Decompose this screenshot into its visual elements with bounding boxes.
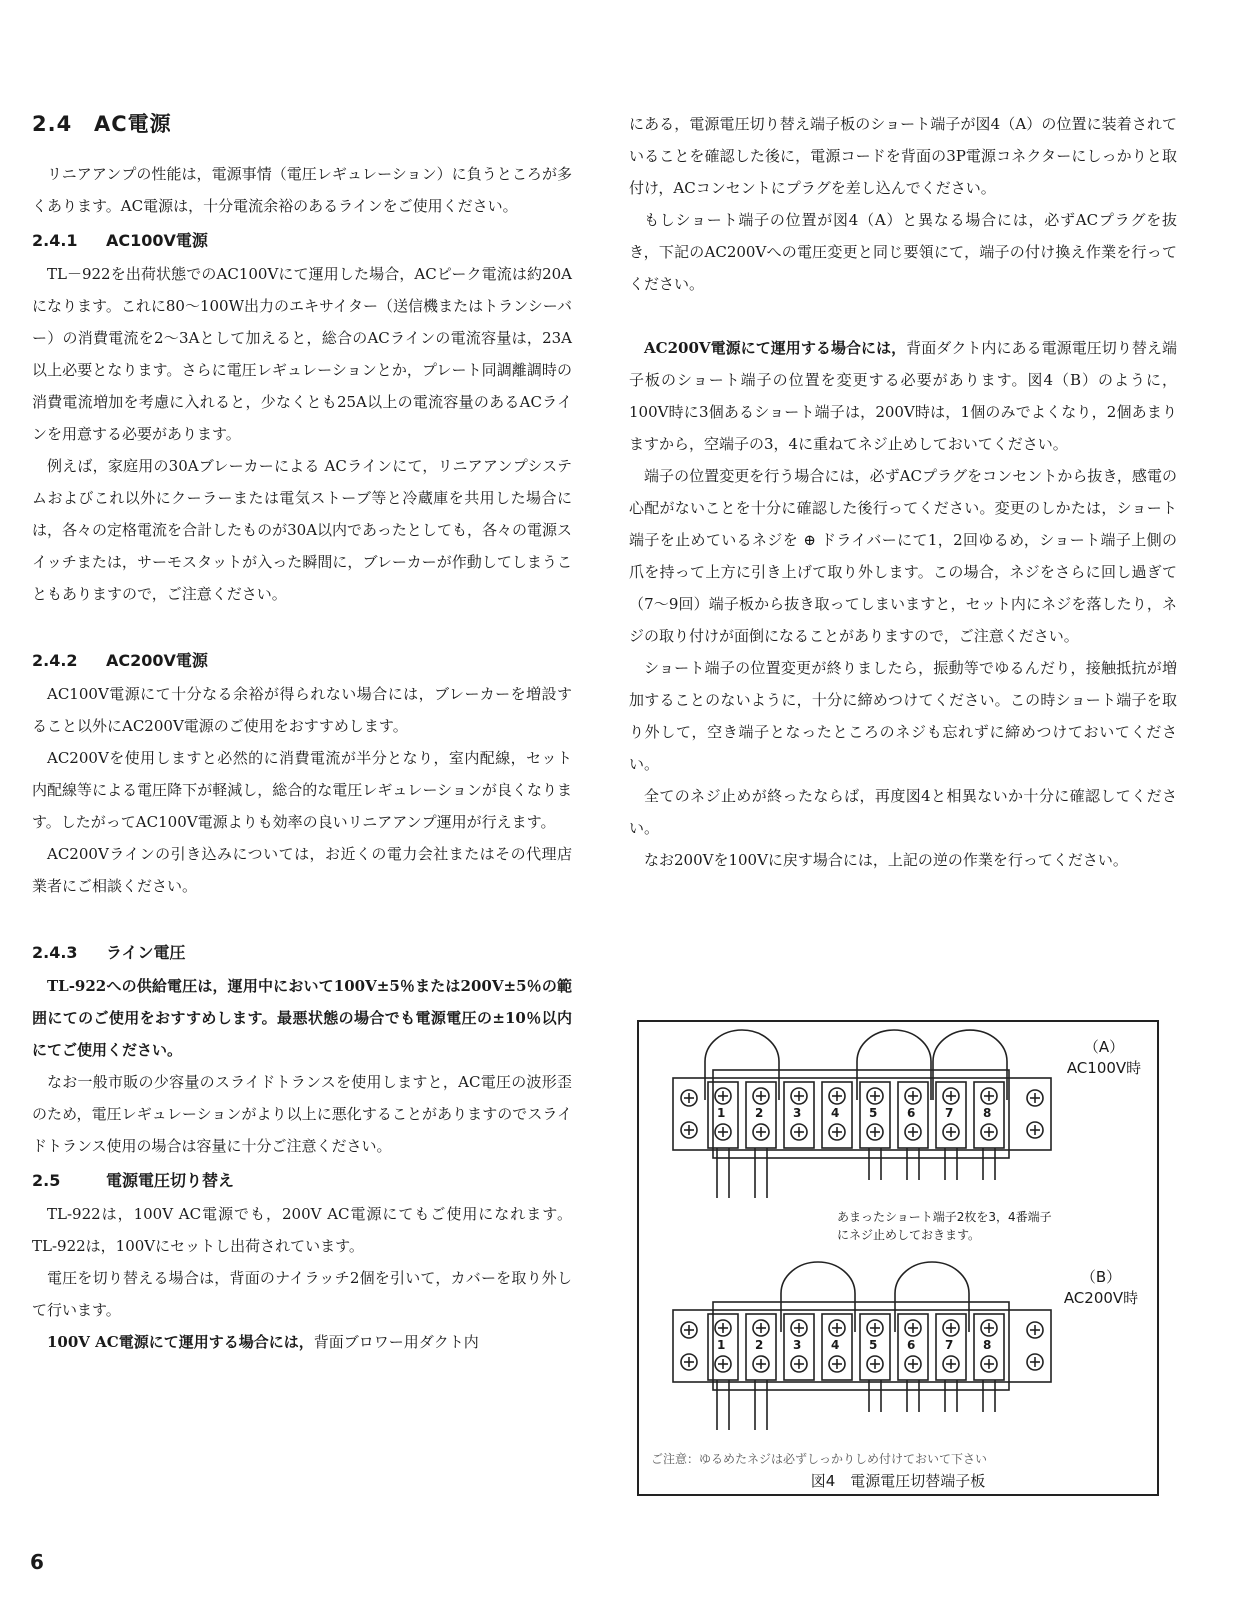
left-column (32, 108, 572, 1358)
figure-caution: ご注意：ゆるめたネジは必ずしっかりしめ付けておいて下さい (651, 1452, 988, 1466)
terminal-number: 6 (907, 1106, 916, 1120)
terminal-number: 8 (983, 1338, 992, 1352)
terminal-board-b (673, 1262, 1051, 1430)
terminal-number: 8 (983, 1106, 992, 1120)
terminal-number: 7 (945, 1338, 954, 1352)
terminal-number: 6 (907, 1338, 916, 1352)
paragraph: TL－922を出荷状態でのAC100Vにて運用した場合，ACピーク電流は約20Aになります。これに80～100W出力のエキサイター（送信機またはトランシーバー）の消費電流を2～3Aとして加えると，総合のACラインの電流容量は，23A以上必要となります。さらに電圧レギュレーションとか，プレート同調離調時の消費電流増加を考慮に入れると，少なくとも25A以上の電流容量のあるACラインを用意する必要があります。 (32, 265, 572, 443)
paragraph: リニアアンプの性能は，電源事情（電圧レギュレーション）に負うところが多くあります。AC電源は，十分電流余裕のあるラインをご使用ください。 (32, 165, 572, 215)
paragraph: TL-922は，100V AC電源でも，200V AC電源にてもご使用になれます。TL-922は，100Vにセットし出荷されています。 (32, 1205, 572, 1255)
right-column (629, 108, 1177, 876)
paragraph: AC200V電源にて運用する場合には，背面ダクト内にある電源電圧切り替え端子板のショート端子の位置を変更する必要があります。図4（B）のように，100V時に3個あるショート端子は，200V時は，1個のみでよくなり，2個あまりますから，空端子の3，4に重ねてネジ止めしておいてください。 (629, 339, 1177, 453)
section-heading-2-4: 2.4 AC電源 (32, 112, 172, 136)
terminal-number: 2 (755, 1106, 764, 1120)
terminal-number: 3 (793, 1106, 802, 1120)
terminal-board-diagram (639, 1022, 1157, 1494)
figure-label-b: （B） AC200V時 (1063, 1268, 1139, 1307)
paragraph: 例えば，家庭用の30Aブレーカーによる ACラインにて，リニアアンプシステムおよびこれ以外にクーラーまたは電気ストーブ等と冷蔵庫を共用した場合には，各々の定格電流を合計したものが30A以内であったとしても，各々の電源スイッチまたは，サーモスタットが入った瞬間に，ブレーカーが作動してしまうこともありますので，ご注意ください。 (32, 457, 572, 603)
paragraph: ショート端子の位置変更が終りましたら，振動等でゆるんだり，接触抵抗が増加することのないように，十分に締めつけてください。この時ショート端子を取り外して，空き端子となったところのネジも忘れずに締めつけておいてください。 (629, 659, 1177, 773)
terminal-number: 4 (831, 1106, 840, 1120)
terminal-number: 5 (869, 1106, 878, 1120)
paragraph: 100V AC電源にて運用する場合には，背面ブロワー用ダクト内 (47, 1333, 479, 1351)
page-number: 6 (30, 1550, 44, 1574)
figure-label-a: （A） AC100V時 (1066, 1038, 1142, 1077)
paragraph-bold: TL-922への供給電圧は，運用中において100V±5％または200V±5％の範囲にてのご使用をおすすめします。最悪状態の場合でも電源電圧の±10％以内にてご使用ください。 (32, 977, 572, 1059)
paragraph: AC200Vラインの引き込みについては，お近くの電力会社またはその代理店業者にご相談ください。 (32, 845, 572, 895)
paragraph: 端子の位置変更を行う場合には，必ずACプラグをコンセントから抜き，感電の心配がないことを十分に確認した後行ってください。変更のしかたは，ショート端子を止めているネジを ⊕ ドライバーにて1，2回ゆるめ，ショート端子上側の爪を持って上方に引き上げて取り外します。この場合，ネジをさらに回し過ぎて（7～9回）端子板から抜き取ってしまいますと，セット内にネジを落したり，ネジの取り付けが面倒になることがありますので，ご注意ください。 (629, 467, 1177, 645)
paragraph: なお一般市販の少容量のスライドトランスを使用しますと，AC電圧の波形歪のため，電圧レギュレーションがより以上に悪化することがありますのでスライドトランス使用の場合は容量に十分ご注意ください。 (32, 1073, 572, 1155)
terminal-number: 7 (945, 1106, 954, 1120)
terminal-number: 4 (831, 1338, 840, 1352)
paragraph: AC200Vを使用しますと必然的に消費電流が半分となり，室内配線，セット内配線等による電圧降下が軽減し，総合的な電圧レギュレーションが良くなります。したがってAC100V電源よりも効率の良いリニアアンプ運用が行えます。 (32, 749, 572, 831)
figure-caption: 図4 電源電圧切替端子板 (810, 1472, 986, 1490)
terminal-number: 3 (793, 1338, 802, 1352)
terminal-number: 1 (717, 1338, 726, 1352)
figure-note: あまったショート端子2枚を3，4番端子 にネジ止めしておきます。 (837, 1210, 1052, 1242)
terminal-number: 1 (717, 1106, 726, 1120)
paragraph: なお200Vを100Vに戻す場合には，上記の逆の作業を行ってください。 (644, 851, 1128, 869)
paragraph: にある，電源電圧切り替え端子板のショート端子が図4（A）の位置に装着されていることを確認した後に，電源コードを背面の3P電源コネクターにしっかりと取付け，ACコンセントにプラグを差し込んでください。 (629, 115, 1177, 197)
paragraph: AC100V電源にて十分なる余裕が得られない場合には，ブレーカーを増設すること以外にAC200V電源のご使用をおすすめします。 (32, 685, 572, 735)
figure-4-terminal-board (637, 1020, 1159, 1496)
section-heading-2-4-3: 2.4.3 ライン電圧 (32, 943, 186, 962)
terminal-number: 5 (869, 1338, 878, 1352)
section-heading-2-4-2: 2.4.2 AC200V電源 (32, 651, 208, 670)
terminal-number: 2 (755, 1338, 764, 1352)
paragraph: 電圧を切り替える場合は，背面のナイラッチ2個を引いて，カバーを取り外して行います。 (32, 1269, 572, 1319)
section-heading-2-5: 2.5 電源電圧切り替え (32, 1171, 235, 1190)
section-heading-2-4-1: 2.4.1 AC100V電源 (32, 231, 208, 250)
paragraph: 全てのネジ止めが終ったならば，再度図4と相異ないか十分に確認してください。 (629, 787, 1177, 837)
terminal-board-a (673, 1030, 1051, 1198)
paragraph: もしショート端子の位置が図4（A）と異なる場合には，必ずACプラグを抜き，下記のAC200Vへの電圧変更と同じ要領にて，端子の付け換え作業を行ってください。 (629, 211, 1177, 293)
